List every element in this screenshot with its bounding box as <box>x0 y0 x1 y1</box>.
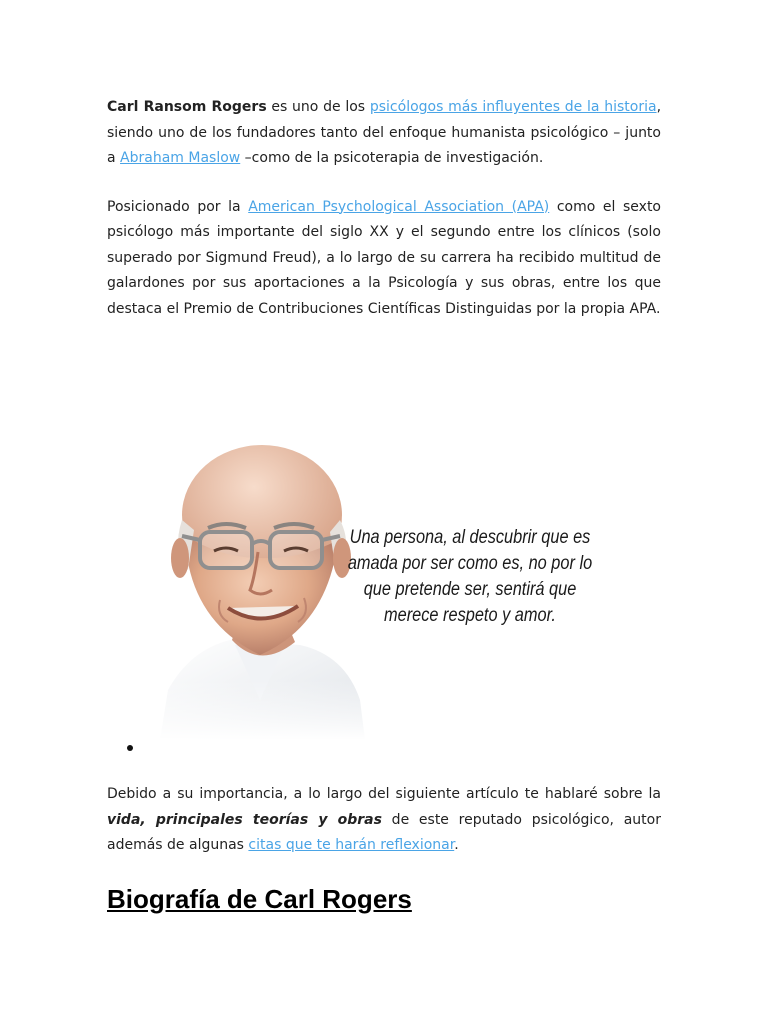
apa-text-1: Posicionado por la <box>107 198 249 215</box>
article-body <box>107 95 661 322</box>
importance-text-3: . <box>454 837 459 853</box>
intro-paragraph <box>107 95 661 172</box>
article-intro-continued <box>107 782 661 859</box>
quote-line-3: que pretende ser, sentirá que <box>363 579 577 600</box>
apa-text-2: como el sexto psicólogo más importante del siglo XX y el segundo entre los clínicos (solo superado por Sigmund Freud), a lo largo de su carrera ha recibido multitud de galardones por sus aportaciones a la Psicología y sus obras, entre los que destaca el Premio de Contribuciones Científicas Distinguidas por la propia APA. <box>107 198 661 317</box>
emphasis-text: vida, principales teorías y obras <box>107 811 382 828</box>
quote-line-4: merece respeto y amor. <box>384 605 556 626</box>
abraham-maslow-link[interactable]: Abraham Maslow <box>120 150 241 166</box>
importance-text-1: Debido a su importancia, a lo largo del siguiente artículo te hablaré sobre la <box>107 786 661 802</box>
subject-name: Carl Ransom Rogers <box>107 99 267 115</box>
importance-text-2: de este reputado psicológico, autor además de algunas <box>107 811 661 853</box>
carl-rogers-portrait <box>150 440 370 740</box>
intro-text-1: es uno de los <box>266 99 370 115</box>
quote-figure <box>150 440 610 740</box>
apa-link[interactable]: American Psychological Association (APA) <box>248 198 550 215</box>
empty-list-bullet <box>127 745 133 751</box>
intro-text-2: , siendo uno de los fundadores tanto del enfoque humanista psicológico – junto a <box>107 99 662 166</box>
quote-line-2: amada por ser como es, no por lo <box>347 553 593 574</box>
intro-text-3: –como de la psicoterapia de investigación. <box>240 150 544 166</box>
apa-paragraph <box>107 195 661 323</box>
section-heading: Biografía de Carl Rogers <box>107 884 412 914</box>
influential-psychologists-link[interactable]: psicólogos más influyentes de la historia <box>369 99 657 115</box>
quote-line-1: Una persona, al descubrir que es <box>349 527 591 548</box>
importance-paragraph <box>107 782 661 859</box>
quotes-link[interactable]: citas que te harán reflexionar <box>248 837 455 853</box>
